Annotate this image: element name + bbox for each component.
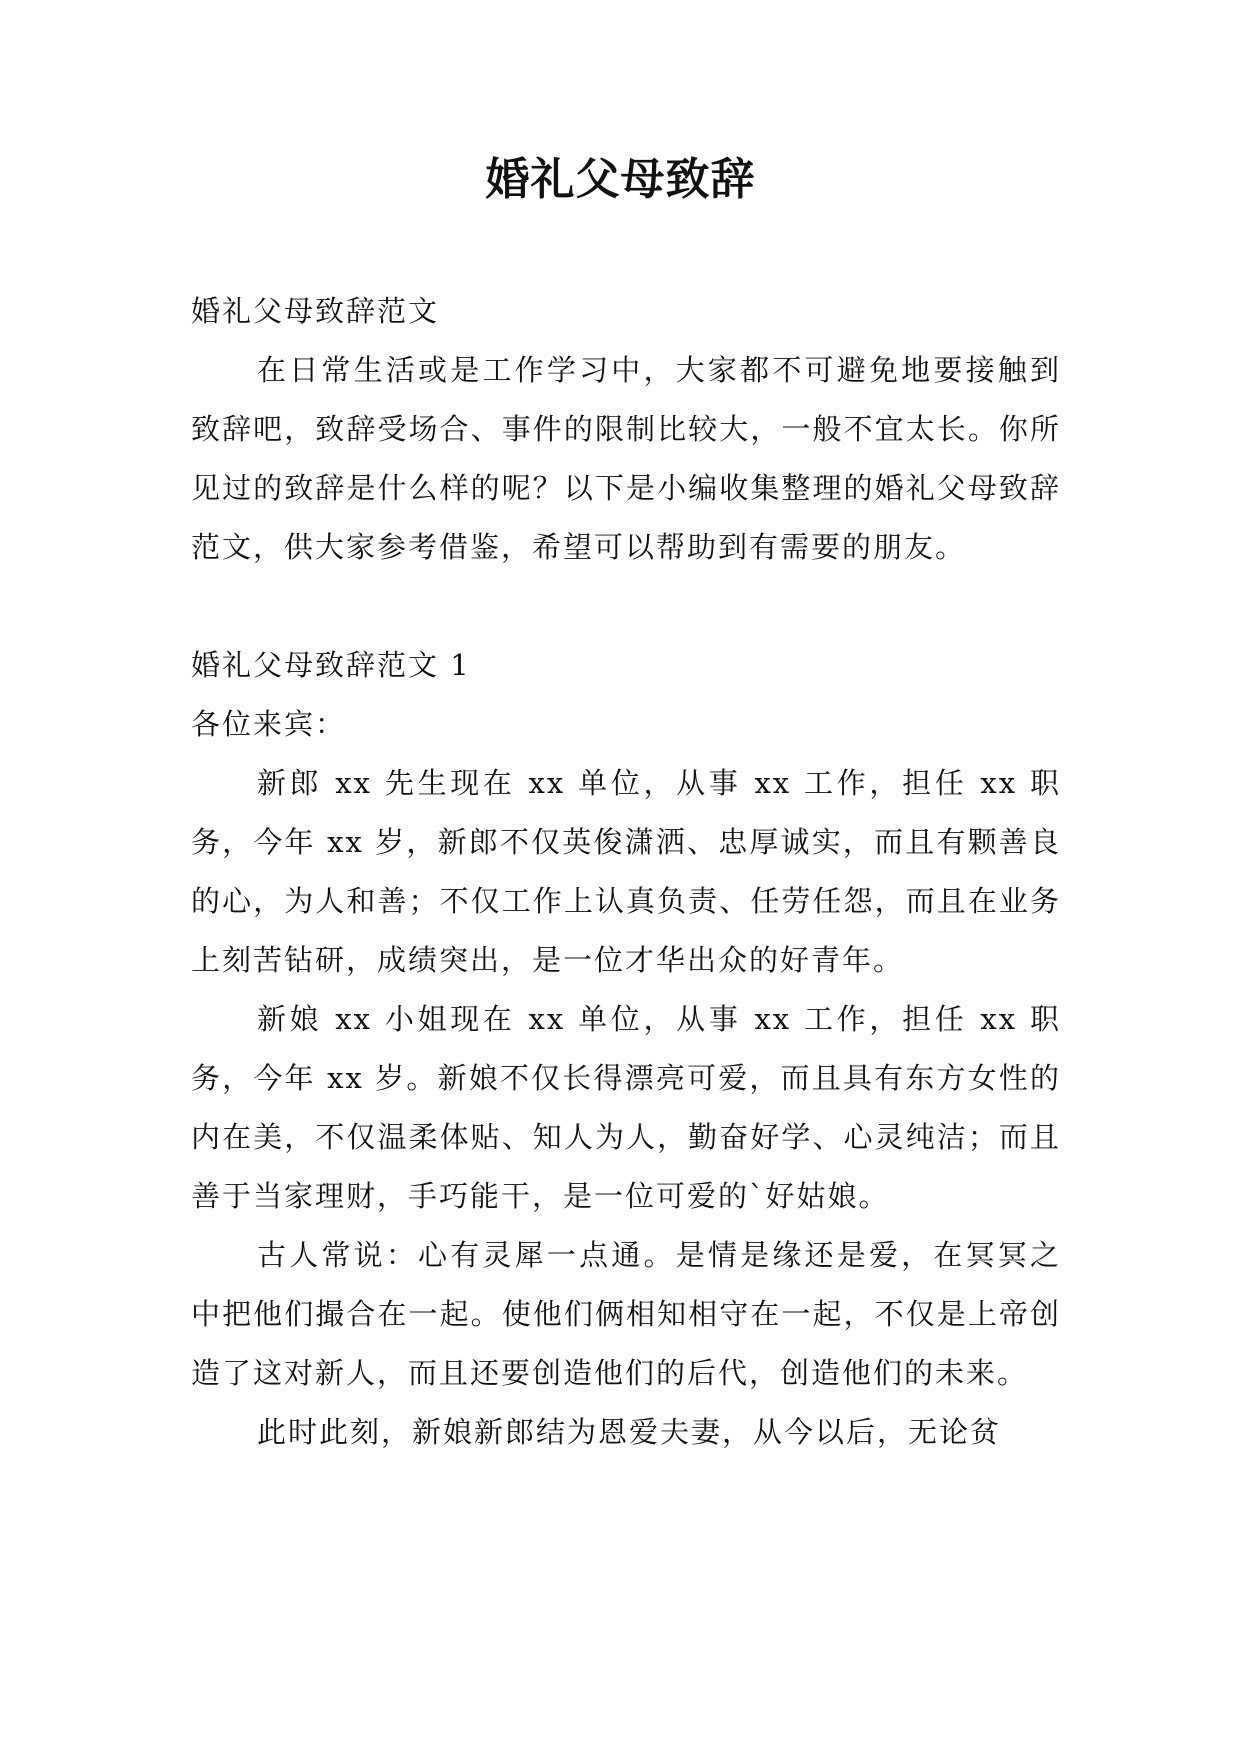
section-heading: 婚礼父母致辞范文 1 [191,648,471,682]
document-title: 婚礼父母致辞 [485,154,756,205]
intro-heading: 婚礼父母致辞范文 [191,294,440,328]
body-paragraph: 古人常说：心有灵犀一点通。是情是缘还是爱，在冥冥之中把他们撮合在一起。使他们俩相知相守在一起，不仅是上帝创造了这对新人，而且还要创造他们的后代，创造他们的未来。 [191,1238,1061,1390]
body-paragraph: 新娘 xx 小姐现在 xx 单位，从事 xx 工作，担任 xx 职务，今年 xx 岁。新娘不仅长得漂亮可爱，而且具有东方女性的内在美，不仅温柔体贴、知人为人，勤奋好学、心灵纯洁；而且善于当家理财，手巧能干，是一位可爱的`好姑娘。 [191,1002,1061,1213]
salutation: 各位来宾： [191,707,347,741]
body-paragraph: 新郎 xx 先生现在 xx 单位，从事 xx 工作，担任 xx 职务，今年 xx 岁，新郎不仅英俊潇洒、忠厚诚实，而且有颗善良的心，为人和善；不仅工作上认真负责、任劳任怨，而且在业务上刻苦钻研，成绩突出，是一位才华出众的好青年。 [191,766,1061,977]
body-paragraph: 此时此刻，新娘新郎结为恩爱夫妻，从今以后，无论贫 [257,1415,1002,1449]
document-body [191,282,1061,1462]
intro-paragraph: 在日常生活或是工作学习中，大家都不可避免地要接触到致辞吧，致辞受场合、事件的限制比较大，一般不宜太长。你所见过的致辞是什么样的呢？以下是小编收集整理的婚礼父母致辞范文，供大家参考借鉴，希望可以帮助到有需要的朋友。 [191,353,1061,564]
